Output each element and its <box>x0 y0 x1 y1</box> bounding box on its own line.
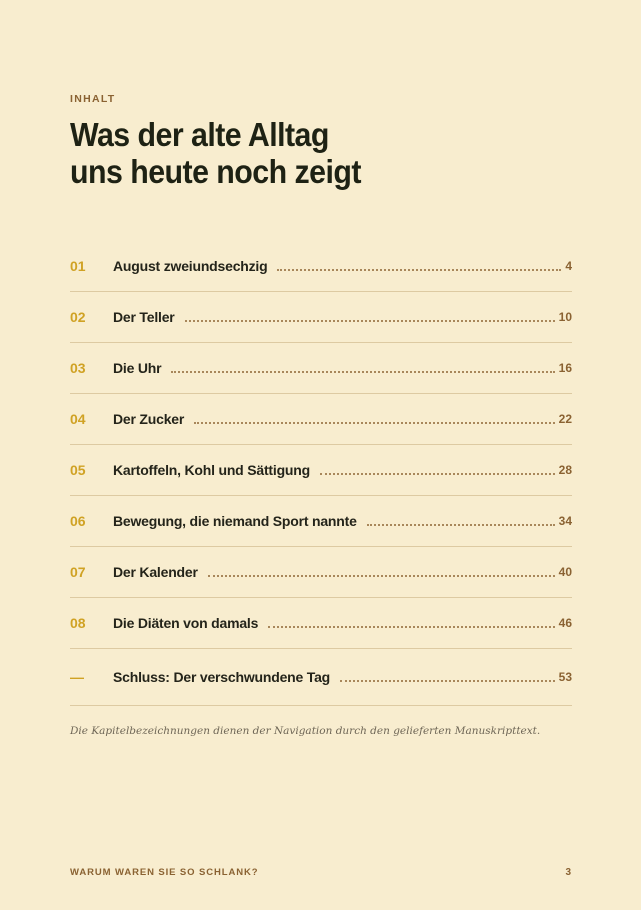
chapter-number: 05 <box>70 462 86 478</box>
dot-leader <box>171 371 554 373</box>
chapter-title: Die Diäten von damals <box>113 615 259 631</box>
toc-entry-conclusion[interactable] <box>70 649 572 706</box>
chapter-page: 40 <box>558 565 572 579</box>
chapter-page: 28 <box>558 463 572 477</box>
toc-entry[interactable] <box>70 343 572 394</box>
chapter-title: Der Kalender <box>113 564 198 580</box>
chapter-page: 4 <box>565 259 572 273</box>
chapter-page: 53 <box>558 670 572 684</box>
dot-leader <box>340 680 555 682</box>
chapter-page: 16 <box>558 361 572 375</box>
toc-entry[interactable] <box>70 445 572 496</box>
toc-entry[interactable] <box>70 241 572 292</box>
page-title-line-2: uns heute noch zeigt <box>70 153 361 190</box>
running-footer-title: WARUM WAREN SIE SO SCHLANK? <box>70 867 259 878</box>
toc-entry[interactable] <box>70 394 572 445</box>
dot-leader <box>268 626 554 628</box>
table-of-contents <box>70 241 572 706</box>
chapter-title: Schluss: Der verschwundene Tag <box>113 669 331 685</box>
page-title-line-1: Was der alte Alltag <box>70 116 329 153</box>
toc-entry[interactable] <box>70 547 572 598</box>
folio-page-number: 3 <box>565 867 571 878</box>
chapter-title: Die Uhr <box>113 360 162 376</box>
page-title <box>70 116 361 190</box>
chapter-page: 34 <box>558 514 572 528</box>
dot-leader <box>367 524 555 526</box>
dot-leader <box>208 575 555 577</box>
section-kicker: INHALT <box>70 93 116 105</box>
toc-entry[interactable] <box>70 496 572 547</box>
dot-leader <box>185 320 555 322</box>
navigation-note: Die Kapitelbezeichnungen dienen der Navigation durch den gelieferten Manuskripttext. <box>70 725 541 737</box>
chapter-page: 46 <box>558 616 572 630</box>
dot-leader <box>194 422 554 424</box>
chapter-number: 06 <box>70 513 86 529</box>
chapter-page: 10 <box>558 310 572 324</box>
chapter-number: 02 <box>70 309 86 325</box>
toc-entry[interactable] <box>70 598 572 649</box>
chapter-title: Bewegung, die niemand Sport nannte <box>113 513 357 529</box>
chapter-title: Der Zucker <box>113 411 185 427</box>
dot-leader <box>320 473 555 475</box>
chapter-number: 04 <box>70 411 86 427</box>
chapter-number: 01 <box>70 258 86 274</box>
dot-leader <box>277 269 561 271</box>
chapter-title: Der Teller <box>113 309 175 325</box>
chapter-number: 08 <box>70 615 86 631</box>
toc-entry[interactable] <box>70 292 572 343</box>
chapter-title: Kartoffeln, Kohl und Sättigung <box>113 462 310 478</box>
chapter-number: 03 <box>70 360 86 376</box>
chapter-number: — <box>70 669 84 685</box>
chapter-number: 07 <box>70 564 86 580</box>
chapter-page: 22 <box>558 412 572 426</box>
chapter-title: August zweiundsechzig <box>113 258 268 274</box>
